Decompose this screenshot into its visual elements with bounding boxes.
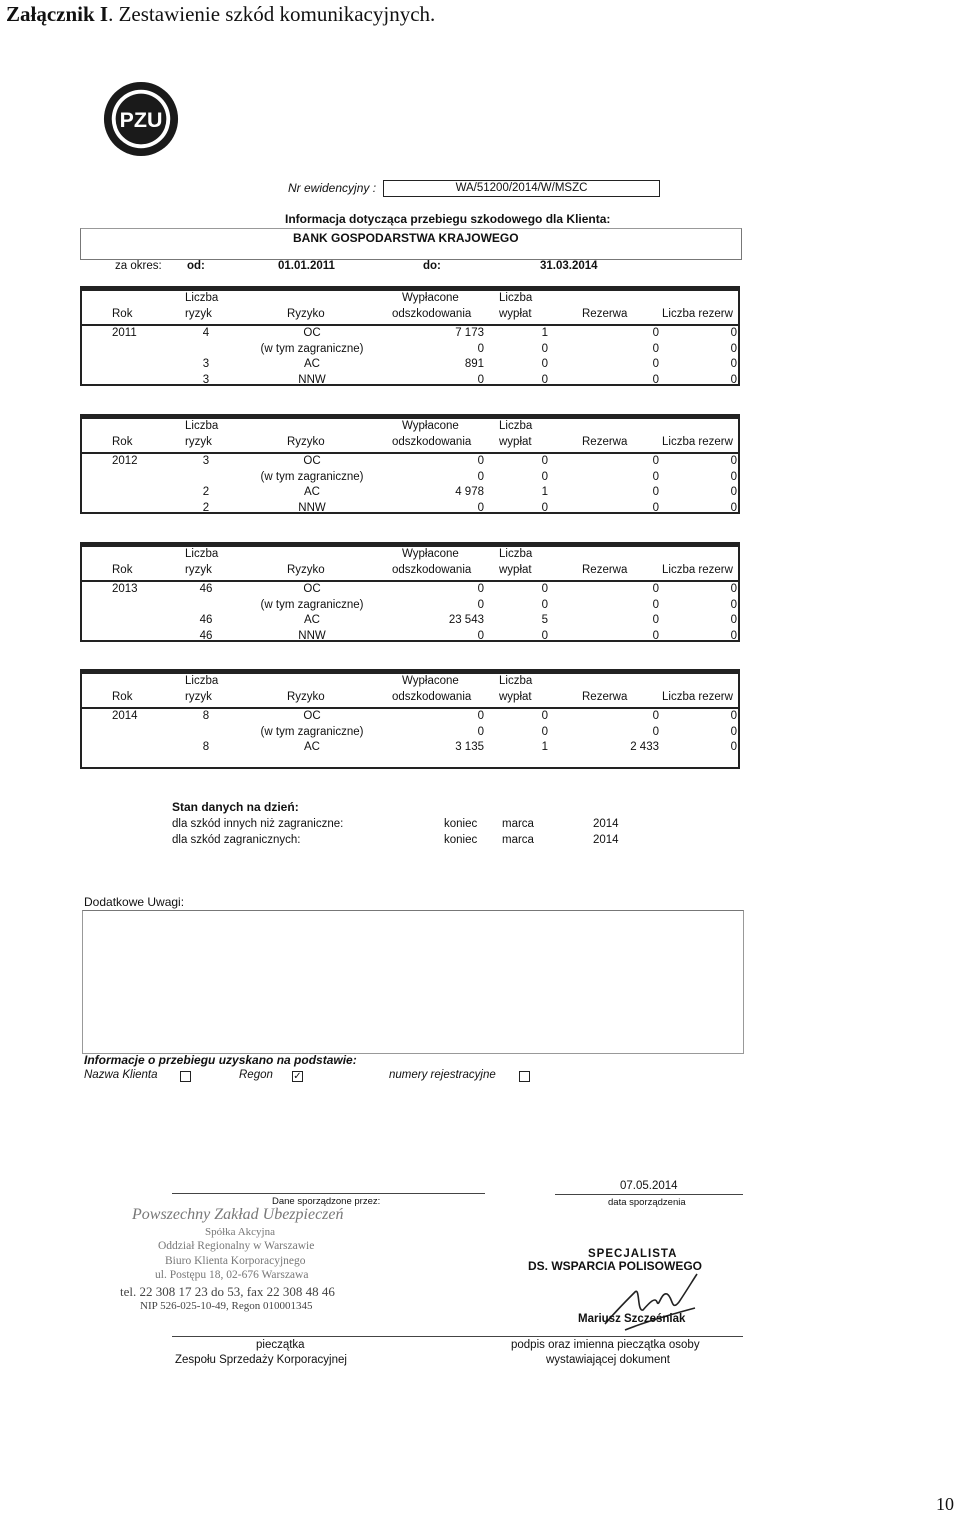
cell-rezerwa: 0 [652,725,659,738]
cell-wyplat: 0 [541,501,548,514]
cell-rezerwa: 2 433 [630,741,659,753]
table-row [82,501,738,517]
stan-a: koniec [444,818,478,830]
header-wyplat: wypłat [499,308,532,320]
nr-ewidencyjny-label: Nr ewidencyjny : [288,181,377,195]
cell-wyplacone: 0 [477,342,484,355]
header-odszkodowania: odszkodowania [392,436,472,448]
header-ryzyko: Ryzyko [287,564,325,576]
cell-rok: 2011 [112,327,137,339]
cell-wyplat: 0 [541,629,548,642]
header-liczba-rezerw: Liczba rezerw [662,564,733,576]
stan-row [172,834,632,849]
period-od-label: od: [187,260,205,272]
dane-label: Dane sporządzone przez: [272,1196,381,1207]
table-row [82,709,738,725]
cell-wyplacone: 4 978 [455,486,484,498]
cell-liczba: 2 [202,486,210,498]
stan-title: Stan danych na dzień: [172,800,299,814]
cell-ryzyko: AC [304,486,320,498]
cell-wyplacone: 0 [477,629,484,642]
cell-rezerwa: 0 [652,455,659,467]
cell-rezerwa: 0 [652,342,659,355]
date-value: 07.05.2014 [620,1180,678,1192]
table-header [82,547,738,582]
title-prefix: Załącznik I [6,2,109,26]
page-number: 10 [936,1494,954,1514]
cell-liczba-rezerw: 0 [730,470,737,483]
cell-ryzyko: OC [303,583,321,595]
document-title [6,2,435,27]
cell-liczba-rezerw: 0 [730,342,737,355]
cell-liczba-rezerw: 0 [730,501,737,514]
stan-label: dla szkód innych niż zagraniczne: [172,818,344,830]
podpis-label: podpis oraz imienna pieczątka osoby [511,1339,700,1351]
podstawa-row [84,1069,544,1085]
cell-ryzyko: NNW [298,373,326,386]
cell-liczba-rezerw: 0 [730,373,737,386]
table-row [82,598,738,614]
stamp-line: tel. 22 308 17 23 do 53, fax 22 308 48 46 [120,1284,335,1299]
claims-table [80,286,740,386]
logo-text: PZU [119,107,163,132]
cell-liczba-rezerw: 0 [730,741,737,753]
cell-wyplat: 0 [541,470,548,483]
cell-wyplacone: 0 [477,583,484,595]
period-do-value: 31.03.2014 [540,260,598,272]
header-ryzyko: Ryzyko [287,308,325,320]
header-liczba-wyplat: Liczba [499,420,533,432]
header-liczba: Liczba [185,675,219,687]
cell-ryzyko: (w tym zagraniczne) [260,725,364,738]
header-wyplat: wypłat [499,564,532,576]
cell-ryzyko: OC [303,710,321,722]
spec-line-2: DS. WSPARCIA POLISOWEGO [528,1259,703,1273]
table-row [82,326,738,342]
header-ryzyk: ryzyk [185,436,212,448]
signature-line-right [485,1336,743,1337]
cell-rezerwa: 0 [652,358,659,370]
cell-wyplacone: 23 543 [448,614,484,626]
stan-row [172,818,632,833]
table-row [82,740,738,756]
cell-wyplat: 0 [541,358,548,370]
stan-b: marca [502,818,534,830]
header-rezerwa: Rezerwa [582,691,628,703]
pzu-logo [102,80,180,158]
spec-line-1: SPECJALISTA [588,1248,678,1260]
cell-rezerwa: 0 [652,501,659,514]
cell-rezerwa: 0 [652,486,659,498]
cell-liczba-rezerw: 0 [730,486,737,498]
cell-liczba: 46 [199,614,213,626]
cell-wyplacone: 0 [477,598,484,611]
header-wyplat: wypłat [499,691,532,703]
podpis-label-2: wystawiającej dokument [546,1354,671,1366]
cell-rezerwa: 0 [652,614,659,626]
cell-liczba: 46 [199,629,213,642]
cell-wyplacone: 0 [477,470,484,483]
cell-liczba-rezerw: 0 [730,327,737,339]
cell-liczba: 46 [199,583,213,595]
header-odszkodowania: odszkodowania [392,564,472,576]
cell-ryzyko: OC [303,455,321,467]
uwagi-box[interactable] [82,910,744,1054]
header-liczba: Liczba [185,420,219,432]
client-name: BANK GOSPODARSTWA KRAJOWEGO [293,231,519,245]
cell-liczba-rezerw: 0 [730,710,737,722]
cell-rezerwa: 0 [652,598,659,611]
period-do-label: do: [423,260,441,272]
header-rezerwa: Rezerwa [582,436,628,448]
table-row [82,485,738,501]
stan-c: 2014 [593,818,619,830]
cell-wyplat: 1 [541,327,548,339]
pieczatka-label-2: Zespołu Sprzedaży Korporacyjnej [175,1354,347,1366]
title-rest: . Zestawienie szkód komunikacyjnych. [108,2,436,26]
cell-ryzyko: (w tym zagraniczne) [260,342,364,355]
cell-ryzyko: NNW [298,629,326,642]
cell-wyplacone: 891 [464,358,484,370]
cell-liczba: 8 [202,710,210,722]
date-line [555,1194,743,1195]
cell-wyplat: 0 [541,342,548,355]
header-rezerwa: Rezerwa [582,308,628,320]
date-label: data sporządzenia [608,1197,686,1208]
cell-rezerwa: 0 [652,710,659,722]
period-od-value: 01.01.2011 [278,260,335,272]
header-liczba-rezerw: Liczba rezerw [662,308,733,320]
stamp-line: Oddział Regionalny w Warszawie [158,1240,315,1252]
cell-liczba-rezerw: 0 [730,629,737,642]
period-row [115,260,635,276]
header-ryzyk: ryzyk [185,691,212,703]
stan-a: koniec [444,834,478,846]
cell-rok: 2014 [112,710,138,722]
cell-wyplat: 0 [541,455,548,467]
cell-wyplacone: 0 [477,501,484,514]
header-rok: Rok [112,436,133,448]
cell-wyplat: 0 [541,373,548,386]
numery-label: numery rejestracyjne [389,1069,496,1081]
header-liczba: Liczba [185,292,219,304]
cell-rok: 2012 [112,455,138,467]
stan-c: 2014 [593,834,619,846]
cell-liczba-rezerw: 0 [730,358,737,370]
cell-wyplacone: 3 135 [455,741,484,753]
info-line: Informacja dotycząca przebiegu szkodowego dla Klienta: [285,212,611,226]
nazwa-klienta-checkbox[interactable] [180,1071,191,1082]
header-ryzyk: ryzyk [185,564,212,576]
stan-b: marca [502,834,534,846]
header-wyplacone: Wypłacone [402,548,459,560]
header-odszkodowania: odszkodowania [392,691,472,703]
signer-name: Mariusz Szcześniak [578,1313,686,1325]
header-wyplacone: Wypłacone [402,292,459,304]
regon-label: Regon [239,1069,273,1081]
cell-wyplacone: 0 [477,373,484,386]
header-liczba-rezerw: Liczba rezerw [662,691,733,703]
stamp-line [172,1336,485,1337]
cell-rezerwa: 0 [652,470,659,483]
cell-wyplat: 0 [541,725,548,738]
nazwa-klienta-label: Nazwa Klienta [84,1069,158,1081]
cell-wyplacone: 7 173 [455,327,484,339]
claims-table [80,542,740,642]
header-liczba: Liczba [185,548,219,560]
cell-liczba-rezerw: 0 [730,455,737,467]
cell-liczba-rezerw: 0 [730,583,737,595]
cell-ryzyko: OC [303,327,321,339]
cell-wyplat: 1 [541,741,548,753]
cell-ryzyko: AC [304,358,320,370]
cell-liczba: 3 [202,455,210,467]
claims-table [80,414,740,514]
cell-wyplacone: 0 [477,455,484,467]
table-row [82,582,738,598]
header-liczba-rezerw: Liczba rezerw [662,436,733,448]
header-liczba-wyplat: Liczba [499,548,533,560]
header-liczba-wyplat: Liczba [499,675,533,687]
cell-liczba-rezerw: 0 [730,614,737,626]
cell-ryzyko: (w tym zagraniczne) [260,470,364,483]
cell-liczba: 8 [202,741,210,753]
table-header [82,291,738,326]
cell-liczba: 2 [202,501,210,514]
stamp-line: Powszechny Zakład Ubezpieczeń [132,1206,344,1223]
cell-ryzyko: AC [304,741,320,753]
cell-wyplat: 0 [541,710,548,722]
nr-ewidencyjny-value: WA/51200/2014/W/MSZC [383,180,660,197]
uwagi-label: Dodatkowe Uwagi: [84,895,185,909]
cell-wyplat: 0 [541,598,548,611]
numery-checkbox[interactable] [519,1071,530,1082]
cell-wyplat: 0 [541,583,548,595]
cell-rezerwa: 0 [652,629,659,642]
header-wyplacone: Wypłacone [402,420,459,432]
table-row [82,373,738,389]
table-header [82,419,738,454]
header-rok: Rok [112,691,133,703]
header-ryzyko: Ryzyko [287,436,325,448]
table-header [82,674,738,709]
cell-liczba: 4 [202,327,210,339]
table-row [82,454,738,470]
header-rok: Rok [112,308,133,320]
cell-liczba-rezerw: 0 [730,725,737,738]
header-ryzyk: ryzyk [185,308,212,320]
header-rezerwa: Rezerwa [582,564,628,576]
cell-rezerwa: 0 [652,373,659,386]
header-liczba-wyplat: Liczba [499,292,533,304]
cell-wyplacone: 0 [477,710,484,722]
header-rok: Rok [112,564,133,576]
cell-rezerwa: 0 [652,583,659,595]
header-ryzyko: Ryzyko [287,691,325,703]
cell-liczba: 3 [202,358,210,370]
header-wyplacone: Wypłacone [402,675,459,687]
podstawa-title: Informacje o przebiegu uzyskano na podstawie: [84,1053,357,1067]
cell-wyplat: 5 [541,614,548,626]
claims-table [80,669,740,769]
table-row [82,470,738,486]
cell-wyplat: 1 [541,486,548,498]
table-row [82,613,738,629]
cell-rezerwa: 0 [652,327,659,339]
cell-ryzyko: AC [304,614,320,626]
cell-liczba-rezerw: 0 [730,598,737,611]
stamp-line: Spółka Akcyjna [205,1226,275,1238]
header-wyplat: wypłat [499,436,532,448]
cell-liczba: 3 [202,373,210,386]
cell-ryzyko: NNW [298,501,326,514]
cell-wyplacone: 0 [477,725,484,738]
regon-checkbox[interactable]: ✓ [293,1071,302,1082]
stamp-line: NIP 526-025-10-49, Regon 010001345 [140,1300,313,1312]
table-row [82,629,738,645]
stan-label: dla szkód zagranicznych: [172,834,301,846]
stamp-line: Biuro Klienta Korporacyjnego [165,1255,306,1267]
signature-line-left [172,1193,485,1194]
pieczatka-label: pieczątka [256,1339,305,1351]
cell-ryzyko: (w tym zagraniczne) [260,598,364,611]
stamp-line: ul. Postępu 18, 02-676 Warszawa [155,1269,309,1281]
table-row [82,725,738,741]
header-odszkodowania: odszkodowania [392,308,472,320]
table-row [82,342,738,358]
table-row [82,357,738,373]
period-label: za okres: [115,260,162,272]
cell-rok: 2013 [112,583,138,595]
